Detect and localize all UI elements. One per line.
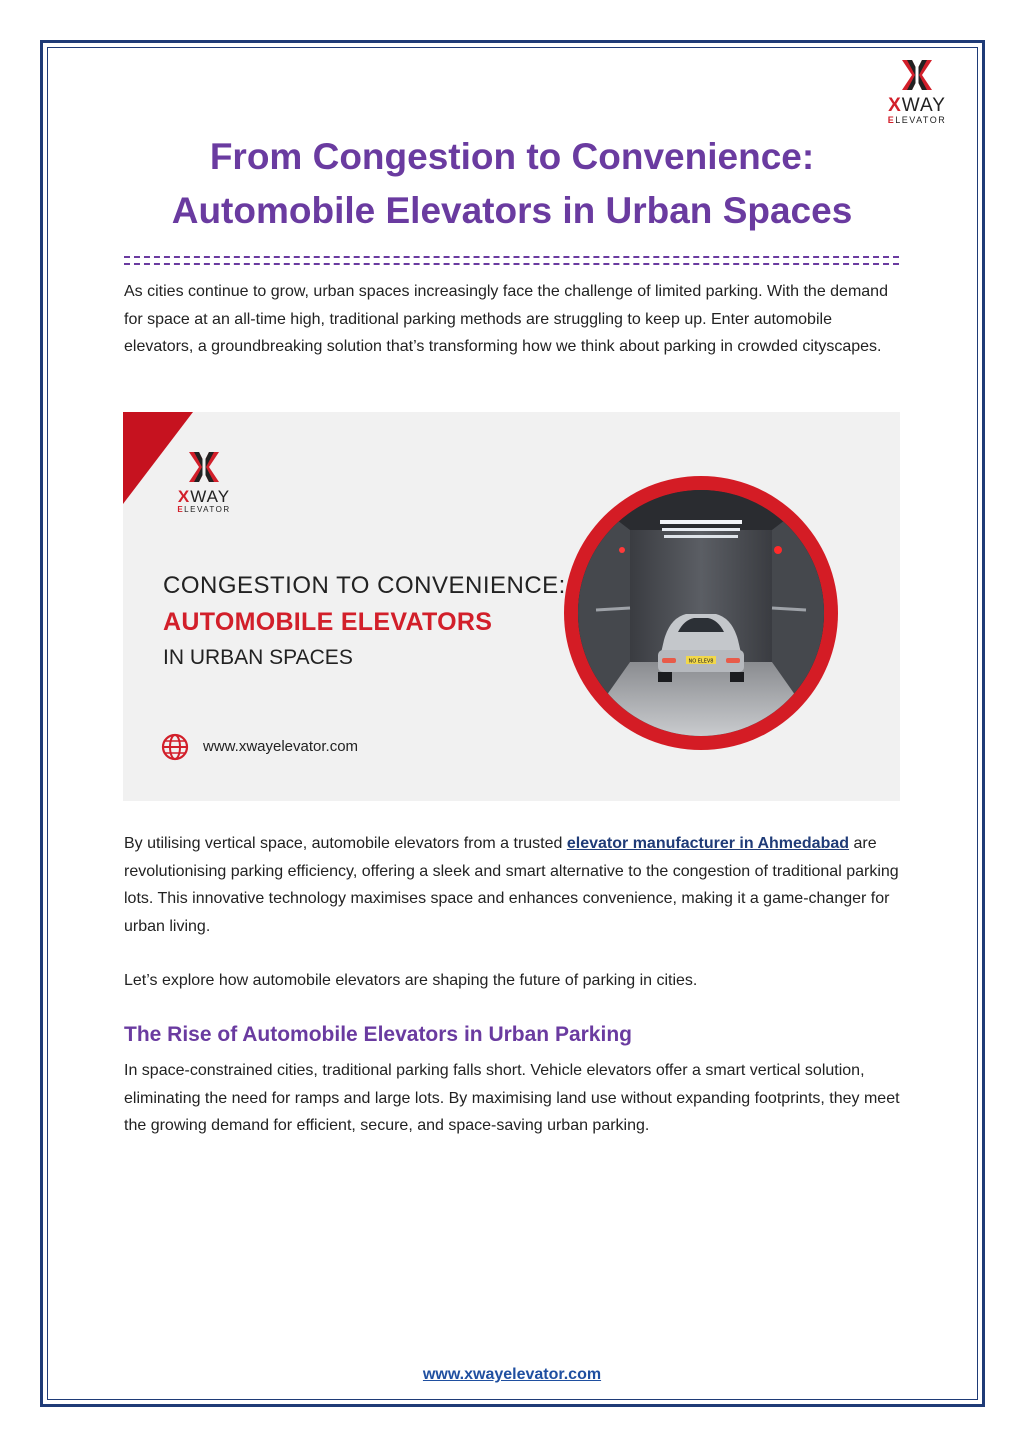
banner-heading-line-2: AUTOMOBILE ELEVATORS xyxy=(163,608,493,636)
banner-image xyxy=(123,412,900,801)
elevator-manufacturer-link[interactable]: elevator manufacturer in Ahmedabad xyxy=(566,835,850,852)
license-plate: NO ELEV8 xyxy=(688,658,714,665)
body-paragraph-1 xyxy=(124,830,904,940)
intro-paragraph: As cities continue to grow, urban spaces increasingly face the challenge of limited parking. With the demand for space at an all-time high, traditional parking methods are struggling to keep up. Enter automobile elevators, a groundbreaking solution that’s transforming how we think about parking in crowded cityscapes. xyxy=(124,283,888,355)
title-line-2: Automobile Elevators in Urban Spaces xyxy=(171,190,853,231)
car-elevator-photo xyxy=(578,490,824,736)
section-heading: The Rise of Automobile Elevators in Urban Parking xyxy=(124,1023,632,1046)
body-paragraph-2: Let’s explore how automobile elevators are shaping the future of parking in cities. xyxy=(124,972,698,989)
p2-text-before: By utilising vertical space, automobile elevators from a trusted xyxy=(124,835,567,852)
xway-logo-mark-icon xyxy=(898,58,936,92)
banner-heading-line-3: IN URBAN SPACES xyxy=(163,646,353,669)
p2-text-after: are revolutionising parking efficiency, offering a sleek and smart alternative to the congestion of traditional parking lots. This innovative technology maximises space and enhances convenience, making it a game-changer for urban living. xyxy=(124,835,899,935)
banner-logo-subword: ELEVATOR xyxy=(177,505,231,514)
banner-heading-line-1: CONGESTION TO CONVENIENCE: xyxy=(163,572,566,599)
logo-wordmark: XWAY xyxy=(888,95,946,116)
globe-icon xyxy=(161,733,189,761)
banner-logo-mark-icon xyxy=(185,450,223,484)
banner-logo-wordmark: XWAY xyxy=(177,487,231,506)
banner-website: www.xwayelevator.com xyxy=(203,738,359,755)
body-paragraph-3: In space-constrained cities, traditional parking falls short. Vehicle elevators offer a smart vertical solution, eliminating the need for ramps and large lots. By maximising land use without expanding footprints, they meet the growing demand for efficient, secure, and space-saving urban parking. xyxy=(124,1062,900,1134)
title-line-1: From Congestion to Convenience: xyxy=(209,136,815,177)
footer-website-link[interactable]: www.xwayelevator.com xyxy=(422,1366,602,1383)
logo-subword: ELEVATOR xyxy=(887,115,947,125)
xway-logo xyxy=(872,58,962,126)
page-title xyxy=(60,130,964,238)
footer xyxy=(0,1366,1024,1384)
car-in-elevator-illustration xyxy=(578,490,824,736)
title-divider xyxy=(124,256,899,265)
banner-logo xyxy=(159,450,249,515)
